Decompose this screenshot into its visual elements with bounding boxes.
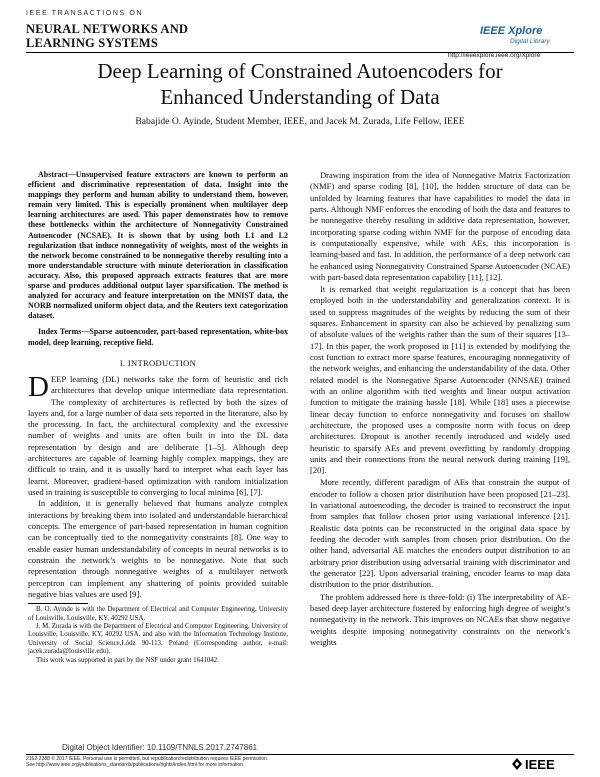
ieee-logo xyxy=(510,756,574,772)
footnote-author-1: B. O. Ayinde is with the Department of Electrical and Computer Engineering, University of Louisville, Louisville, KY, 40292 USA. xyxy=(28,606,288,622)
ieee-xplore-logo: IEEE Xplore xyxy=(480,25,543,37)
left-column xyxy=(28,170,288,665)
paper-title-line1: Deep Learning of Constrained Autoencoders for xyxy=(97,59,503,83)
footer-rule xyxy=(26,754,574,755)
abstract: Abstract—Unsupervised feature extractors are known to perform an efficient and discriminative representation of data. Insight into the mappings they perform and human ability to understand them, however, remain very limited. This is especially prominent when multilayer deep learning architectures are used. This paper demonstrates how to remove these bottlenecks within the architecture of Nonnegativity Constrained Autoencoder (NCSAE). It is shown that by using both L1 and L2 regularization that induce nonnegativity of weights, most of the weights in the network become constrained to be nonnegative thereby resulting into a more understandable structure with minute deterioration in classification accuracy. Also, this proposed approach extracts features that are more sparse and produces additional output layer sparsification. The method is analyzed for accuracy and feature interpretation on the MNIST data, the NORB normalized uniform object data, and the Reuters text categorization dataset. xyxy=(28,170,288,321)
intro-paragraph-2: In addition, it is generally believed that humans analyze complex interactions by breaking them into isolated and understandable hierarchical concepts. The emergence of part-based representation in human cognition can be conceptually tied to the nonnegativity constraints [8]. One way to enable easier human understandability of concepts in neural networks is to constrain the network’s weights to be nonnegative. Note that such representation through nonnegative weights of a multilayer network perceptron can implement any shattering of points provided suitable negative bias values are used [9]. xyxy=(28,498,288,599)
copyright-line-2: See http://www.ieee.org/publications_standards/publications/rights/index.html for more information. xyxy=(26,762,245,769)
copyright-notice xyxy=(26,756,496,768)
ieee-logo-text: IEEE xyxy=(525,757,555,772)
paper-title-line2: Enhanced Understanding of Data xyxy=(160,85,440,109)
body-paragraph-2: It is remarked that weight regularization is a concept that has been employed both in the understandability and generalization context. It is used to suppress magnitudes of the weights by reducing the sum of their squares. Enhancement in sparsity can also be achieved by penalizing sum of absolute values of the weights rather than the sum of their squares [13–17]. In this paper, the work proposed in [11] is extended by modifying the cost function to extract more sparse features, encouraging nonnegativity of the network weights, and enhancing the understandability of the data. Other related model is the Nonnegative Sparse Autoencoder (NNSAE) trained with an online algorithm with tied weights and linear output activation function to mitigate the training hassle [18]. While [18] uses a piecewise linear decay function to enforce nonnegativity and focuses on shallow architecture, the proposed uses a composite norm with focus on deep architectures. Dropout is another recently introduced and widely used heuristic to sparsify AEs and prevent overfitting by randomly dropping units and their connections from the neural network during training [19], [20]. xyxy=(310,284,570,476)
footnote-author-2: J. M. Zurada is with the Department of Electrical and Computer Engineering, University of Louisville, Louisville, KY, 40292 USA, and also with the Information Technology Institute, University of Social Science,Łódz 90-113, Poland (Corresponding author, e-mail: jacek.zurada@louisville.edu). xyxy=(28,622,288,656)
intro-paragraph-1 xyxy=(28,370,288,498)
section-heading-introduction: I. INTRODUCTION xyxy=(119,357,197,368)
doi-line: Digital Object Identifier: 10.1109/TNNLS.2017.2747861 xyxy=(62,743,258,752)
journal-name-line2: LEARNING SYSTEMS xyxy=(26,36,159,50)
author-list: Babajide O. Ayinde, Student Member, IEEE, and Jacek M. Zurada, Life Fellow, IEEE xyxy=(135,116,465,127)
paper-title xyxy=(26,58,574,110)
ieee-logo-icon xyxy=(510,756,574,772)
journal-series-label: IEEE TRANSACTIONS ON xyxy=(26,10,144,17)
body-paragraph-1: Drawing inspiration from the idea of Nonnegative Matrix Factorization (NMF) and sparse coding [8], [10], the hidden structure of data can be unfolded by learning features that have capabilities to model the data in parts. Although NMF enforces the encoding of both the data and features to be nonnegative thereby resulting in additive data representation, however, incorporating sparse coding within NMF for the purpose of encoding data is computationally expensive, while with AEs, this incorporation is learning-based and fast. In addition, the performance of a deep network can be enhanced using Nonnegativity Constrained Sparse Autoencoder (NCAE) with part-based data representation capability [11], [12]. xyxy=(310,170,570,282)
index-terms: Index Terms—Sparse autoencoder, part-based representation, white-box model, deep learning, receptive field. xyxy=(28,327,288,347)
intro-paragraph-1-text: EEP learning (DL) networks take the form of heuristic and rich architectures that develop unique intermediate data representation. The complexity of architectures is reflected by both the sizes of layers and, for a large number of data sets reported in the literature, also by the processing. In fact, the architectural complexity and the excessive number of weights and units are often built in into the DL data representation by design and are deliberate [1–5]. Although deep architectures are capable of learning highly complex mappings, they are difficult to train, and it is usually hard to interpret what each layer has learnt. Moreover, gradient-based optimization with random initialization used in training is susceptible to converging to local minima [6], [7]. xyxy=(28,373,288,498)
copyright-line-1: 2162-2388 © 2017 IEEE. Personal use is permitted, but republication/redistribution requires IEEE permission. xyxy=(26,756,269,762)
drop-cap: D xyxy=(28,370,49,403)
footnote-rule xyxy=(28,603,88,604)
digital-library-label: Digital Library xyxy=(510,38,550,45)
xplore-url[interactable]: http://ieeexplore.ieee.org/Xplore xyxy=(448,52,541,59)
body-paragraph-4: The problem addressed here is three-fold: (i) The interpretability of AE-based deep layer architecture fostered by enforcing high degree of weight’s nonnegativity in the network. This improves on NCAEs that show negative weights despite imposing nonnegativity constraints on the network’s weights xyxy=(310,591,570,647)
journal-name-line1: NEURAL NETWORKS AND xyxy=(26,22,189,36)
body-paragraph-3: More recently, different paradigm of AEs that constrain the output of encoder to follow a chosen prior distribution have been proposed [21–23]. In variational autoencoding, the decoder is trained to reconstruct the input from samples that follow chosen prior using variational inference [21]. Realistic data points can be reconstructed in the original data space by feeding the decoder with samples from chosen prior distribution. On the other hand, adversarial AE matches the encoders output distribution to an arbitrary prior distribution using adversarial training with discriminator and the generator [22]. Upon adversarial training, encoder learns to map data distribution to the prior distribution. xyxy=(310,477,570,590)
right-column xyxy=(310,170,570,648)
footnote-funding: This work was supported in part by the NSF under grant 1641042. xyxy=(36,656,219,664)
